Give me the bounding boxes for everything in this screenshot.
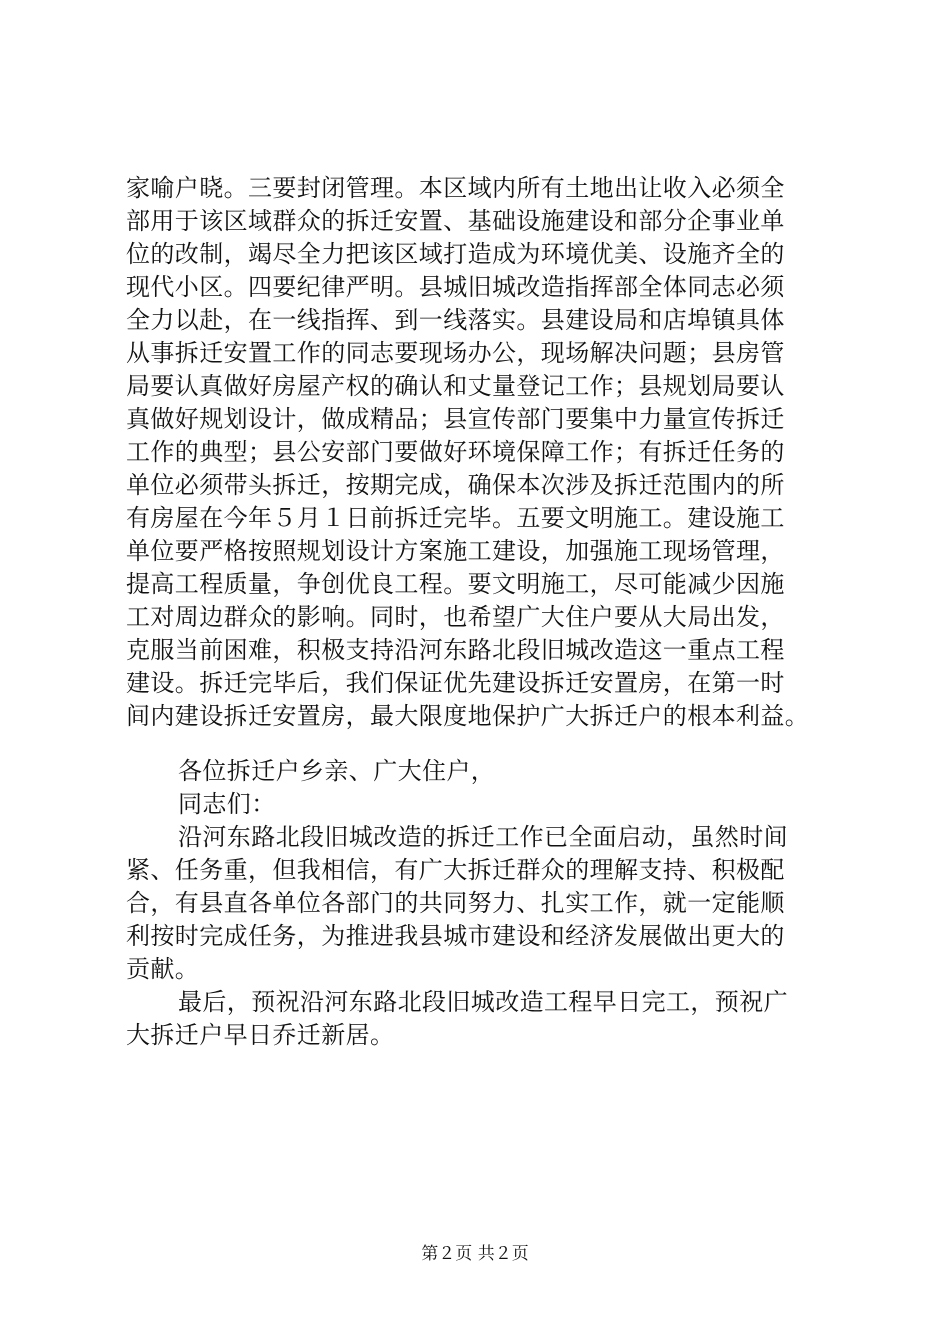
text-line: 贡献。 xyxy=(126,955,200,983)
text-line: 大拆迁户早日乔迁新居。 xyxy=(126,1021,395,1049)
text-line: 提高工程质量，争创优良工程。要文明施工，尽可能减少因施 xyxy=(126,570,785,598)
text-line: 有房屋在今年５月１日前拆迁完毕。五要文明施工。建设施工 xyxy=(126,504,785,532)
text-line: 部用于该区域群众的拆迁安置、基础设施建设和部分企事业单 xyxy=(126,207,785,235)
page-number-footer: 第２页 共２页 xyxy=(421,1244,529,1264)
document-body xyxy=(126,172,826,1052)
text-line: 真做好规划设计，做成精品；县宣传部门要集中力量宣传拆迁 xyxy=(126,405,785,433)
text-line: 工作的典型；县公安部门要做好环境保障工作；有拆迁任务的 xyxy=(126,438,785,466)
text-line: 合，有县直各单位各部门的共同努力、扎实工作，就一定能顺 xyxy=(126,889,785,917)
text-line: 克服当前困难，积极支持沿河东路北段旧城改造这一重点工程 xyxy=(126,636,785,664)
text-line: 间内建设拆迁安置房，最大限度地保护广大拆迁户的根本利益。 xyxy=(126,702,810,730)
text-line: 紧、任务重，但我相信，有广大拆迁群众的理解支持、积极配 xyxy=(126,856,785,884)
text-line: 从事拆迁安置工作的同志要现场办公，现场解决问题；县房管 xyxy=(126,339,785,367)
text-line: 现代小区。四要纪律严明。县城旧城改造指挥部全体同志必须 xyxy=(126,273,785,301)
text-line: 工对周边群众的影响。同时，也希望广大住户要从大局出发， xyxy=(126,603,785,631)
text-line: 建设。拆迁完毕后，我们保证优先建设拆迁安置房，在第一时 xyxy=(126,669,785,697)
text-line: 家喻户晓。三要封闭管理。本区域内所有土地出让收入必须全 xyxy=(126,174,785,202)
text-line: 全力以赴，在一线指挥、到一线落实。县建设局和店埠镇具体 xyxy=(126,306,785,334)
paragraph-3 xyxy=(126,986,826,1052)
text-line: 单位要严格按照规划设计方案施工建设，加强施工现场管理， xyxy=(126,537,785,565)
salutation-line: 同志们： xyxy=(178,790,276,818)
salutation-line: 各位拆迁户乡亲、广大住户， xyxy=(178,757,496,785)
paragraph-1 xyxy=(126,172,826,733)
text-line: 利按时完成任务，为推进我县城市建设和经济发展做出更大的 xyxy=(126,922,785,950)
text-line: 沿河东路北段旧城改造的拆迁工作已全面启动，虽然时间 xyxy=(178,823,788,851)
text-line: 局要认真做好房屋产权的确认和丈量登记工作；县规划局要认 xyxy=(126,372,785,400)
text-line: 最后，预祝沿河东路北段旧城改造工程早日完工，预祝广 xyxy=(178,988,788,1016)
text-line: 位的改制，竭尽全力把该区域打造成为环境优美、设施齐全的 xyxy=(126,240,785,268)
paragraph-gap xyxy=(126,733,826,755)
text-line: 单位必须带头拆迁，按期完成，确保本次涉及拆迁范围内的所 xyxy=(126,471,785,499)
paragraph-2 xyxy=(126,821,826,986)
